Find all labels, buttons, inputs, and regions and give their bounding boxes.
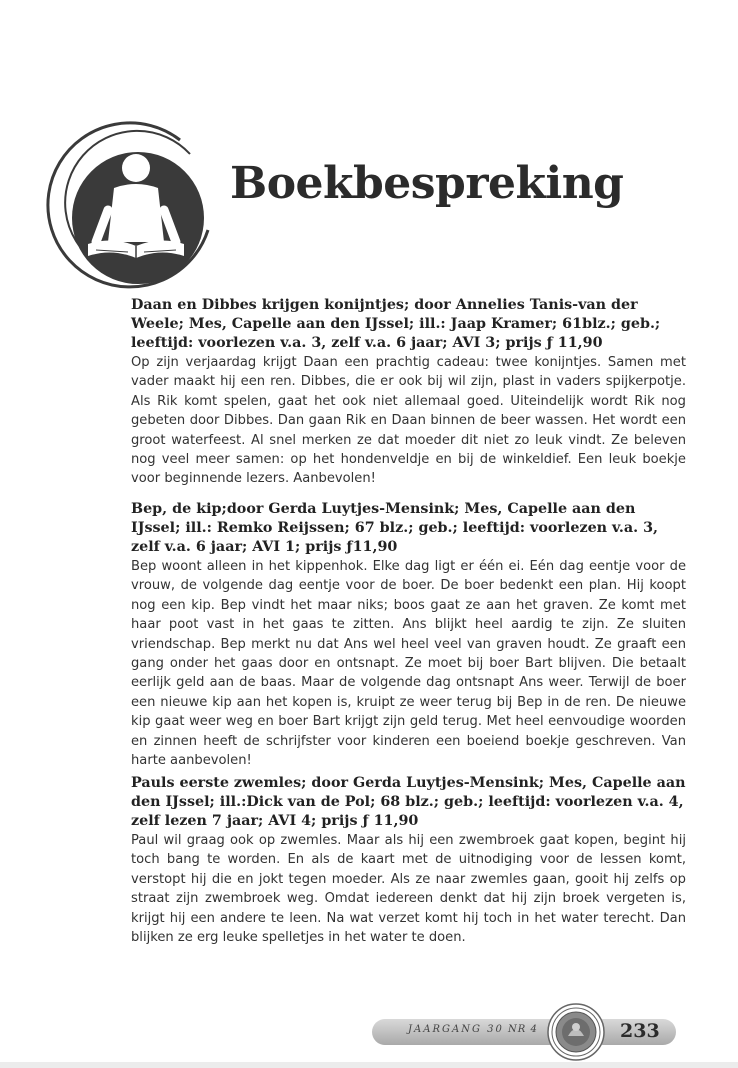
- review-heading: Daan en Dibbes krijgen konijntjes; door Annelies Tanis-van der Weele; Mes, Capelle aan den IJssel; ill.: Jaap Kramer; 61blz.; geb.; leeftijd: voorlezen v.a. 3, zelf v.a. 6 jaar; AVI 3; prijs ƒ 11,90: [131, 297, 661, 351]
- page-edge: [0, 1062, 738, 1068]
- emblem-seal-icon: [546, 1002, 606, 1062]
- review-heading: Bep, de kip;door Gerda Luytjes-Mensink; Mes, Capelle aan den IJssel; ill.: Remko Reijssen; 67 blz.; geb.; leeftijd: voorlezen v.a. 3, zelf v.a. 6 jaar; AVI 1; prijs ƒ11,90: [131, 501, 659, 555]
- review-body: Bep woont alleen in het kippenhok. Elke dag ligt er één ei. Eén dag eentje voor de vrouw, de volgende dag eentje voor de boer. De boer bedenkt een plan. Hij koopt nog een kip. Bep vindt het maar niks; boos gaat ze aan het graven. Ze komt met haar poot vast in het gaas te zitten. Ans blijkt heel aardig te zijn. Ze sluiten vriendschap. Bep merkt nu dat Ans wel heel veel van graven houdt. Ze graaft een gang onder het gaas door en ontsnapt. Ze moet bij boer Bart blijven. Die betaalt eerlijk geld aan de baas. Maar de volgende dag ontsnapt Ans weer. Terwijl de boer een nieuwe kip aan het kopen is, kruipt ze weer terug bij Bep in de ren. De nieuwe kip gaat weer weg en boer Bart krijgt zijn geld terug. Met heel eenvoudige woorden en zinnen heeft de schrijfster voor kinderen een boeiend boekje geschreven. Van harte aanbevolen!: [131, 559, 686, 769]
- review-item: [131, 296, 686, 489]
- issue-label: NR 4: [508, 1024, 538, 1035]
- review-body: Paul wil graag ook op zwemles. Maar als hij een zwembroek gaat kopen, begint hij toch bang te worden. En als de kaart met de uitnodiging voor de lessen komt, verstopt hij die en jokt tegen moeder. Als ze naar zwemles gaan, gooit hij zelfs op straat zijn zwembroek weg. Omdat iedereen denkt dat hij zijn broek vergeten is, krijgt hij een andere te leen. Na wat verzet komt hij toch in het water terecht. Dan blijken ze erg leuke spelletjes in het water te doen.: [131, 833, 686, 946]
- page-footer: [372, 1002, 678, 1058]
- review-item: [131, 500, 686, 770]
- volume-label: JAARGANG 30: [408, 1024, 504, 1035]
- review-body: Op zijn verjaardag krijgt Daan een prachtig cadeau: twee konijntjes. Samen met vader maakt hij een ren. Dibbes, die er ook bij wil zijn, plast in vaders spijkerpotje. Als Rik komt spelen, gaat het ook niet allemaal goed. Uiteindelijk wordt Rik nog gebeten door Dibbes. Dan gaan Rik en Daan binnen de beer wassen. Het wordt een groot waterfeest. Al snel merken ze dat moeder dit niet zo leuk vindt. Ze beleven nog veel meer samen: op het hondenveldje en bij de winkeldief. Een leuk boekje voor beginnende lezers. Aanbevolen!: [131, 355, 686, 487]
- reading-person-icon: [30, 110, 230, 310]
- review-heading: Pauls eerste zwemles; door Gerda Luytjes-Mensink; Mes, Capelle aan den IJssel; ill.:Dick van de Pol; 68 blz.; geb.; leeftijd: voorlezen v.a. 4, zelf lezen 7 jaar; AVI 4; prijs ƒ 11,90: [131, 775, 686, 829]
- page-number: 233: [620, 1020, 660, 1042]
- page-title: Boekbespreking: [230, 158, 624, 209]
- review-item: [131, 774, 686, 947]
